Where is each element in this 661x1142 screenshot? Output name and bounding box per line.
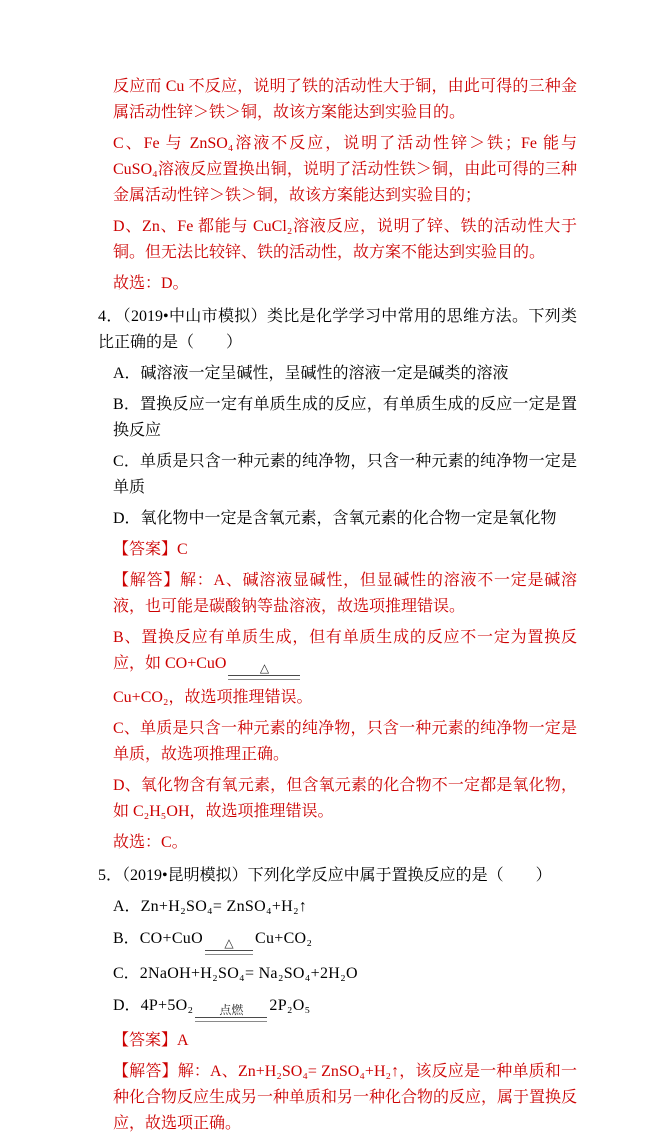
q5-explain-text: 解：A、Zn+H₂SO₄= ZnSO₄+H₂↑，该反应是一种单质和一种化合物反应生成另一种单质和另一种化合物的反应，属于置换反应，故选项正确。 <box>113 1063 578 1132</box>
q5-option-b-label: B． <box>113 930 140 947</box>
q4-explanation-b <box>113 625 577 680</box>
q4-explain-label: 【解答】 <box>113 572 181 589</box>
q4-answer-label: 【答案】 <box>113 541 178 558</box>
q3-answer-continuation-line: 反应而 Cu 不反应，说明了铁的活动性大于铜，由此可得的三种金属活动性锌＞铁＞铜，故该方案能达到实验目的。 <box>113 78 577 121</box>
question-4-section <box>98 304 577 856</box>
ignite-reaction-arrow <box>195 1003 267 1022</box>
q5-option-d-products: 2P₂O₅ <box>269 997 311 1014</box>
q5-answer-label: 【答案】 <box>113 1032 178 1049</box>
q5-option-b-products: Cu+CO₂ <box>254 930 313 947</box>
q4-explanation-b-continued: Cu+CO₂，故选项推理错误。 <box>113 689 313 706</box>
q4-stem: 4．（2019•中山市模拟）类比是化学学习中常用的思维方法。下列类比正确的是（ ） <box>98 308 577 351</box>
q4-option-d: D．氧化物中一定是含氧元素，含氧元素的化合物一定是氧化物 <box>113 510 557 527</box>
q4-answer-line <box>113 537 577 563</box>
q4-explain-b-text: B、置换反应有单质生成，但有单质生成的反应不一定为置换反应，如 CO+CuO <box>113 629 577 672</box>
q4-explanation-d: D、氧化物含有氧元素，但含氧元素的化合物不一定都是氧化物，如 C₂H₅OH，故选项推理错误。 <box>113 777 577 820</box>
q5-option-d-reactants: 4P+5O₂ <box>140 997 194 1014</box>
ignite-condition-label: 点燃 <box>219 1003 244 1017</box>
q4-conclusion: 故选：C。 <box>113 834 188 851</box>
q3-answer-section <box>98 74 577 297</box>
q5-answer-line <box>113 1028 577 1054</box>
exam-document-page <box>98 74 577 1142</box>
q5-explain-label: 【解答】 <box>113 1063 178 1080</box>
q5-option-a <box>113 894 577 920</box>
q5-option-c <box>113 961 577 987</box>
q5-answer-value: A <box>177 1032 189 1049</box>
q5-option-c-formula: 2NaOH+H₂SO₄= Na₂SO₄+2H₂O <box>139 965 358 982</box>
q4-option-b: B．置换反应一定有单质生成的反应，有单质生成的反应一定是置换反应 <box>113 396 577 439</box>
q5-explanation <box>113 1059 577 1137</box>
q4-explain-a-text: 解：A、碱溶液显碱性，但显碱性的溶液不一定是碱溶液，也可能是碳酸钠等盐溶液，故选项推理错误。 <box>113 572 577 615</box>
q5-option-d-label: D． <box>113 997 141 1014</box>
q5-stem: 5．（2019•昆明模拟）下列化学反应中属于置换反应的是（ ） <box>98 867 552 884</box>
q5-option-b <box>113 926 577 955</box>
q4-option-c: C．单质是只含一种元素的纯净物，只含一种元素的纯净物一定是单质 <box>113 453 577 496</box>
q5-option-a-formula: Zn+H₂SO₄= ZnSO₄+H₂↑ <box>140 898 308 915</box>
q4-explanation-c: C、单质是只含一种元素的纯净物，只含一种元素的纯净物一定是单质，故选项推理正确。 <box>113 720 577 763</box>
q3-answer-conclusion: 故选：D。 <box>113 275 189 292</box>
q5-option-b-reactants: CO+CuO <box>139 930 203 947</box>
q3-answer-option-d-analysis: D、Zn、Fe 都能与 CuCl₂溶液反应，说明了锌、铁的活动性大于铜。但无法比较锌、铁的活动性，故方案不能达到实验目的。 <box>113 218 577 261</box>
q5-option-a-label: A． <box>113 898 141 915</box>
q3-answer-option-c-analysis: C、Fe 与 ZnSO₄溶液不反应，说明了活动性锌＞铁；Fe 能与 CuSO₄溶液反应置换出铜，说明了活动性铁＞铜，由此可得的三种金属活动性锌＞铁＞铜，故该方案能达到实验目的； <box>113 135 577 204</box>
q4-option-a: A．碱溶液一定呈碱性，呈碱性的溶液一定是碱类的溶液 <box>113 365 509 382</box>
q5-option-c-label: C． <box>113 965 140 982</box>
q4-answer-value: C <box>177 541 188 558</box>
reaction-line <box>205 950 253 955</box>
reaction-line <box>195 1017 267 1022</box>
reaction-line <box>228 675 300 680</box>
heated-reaction-arrow <box>205 936 253 955</box>
q4-explanation-a <box>113 568 577 620</box>
delta-heat-condition-icon: △ <box>259 661 270 675</box>
question-5-section <box>98 863 577 1137</box>
heated-reaction-arrow <box>228 661 300 680</box>
delta-heat-condition-icon: △ <box>224 936 234 950</box>
q5-option-d <box>113 993 577 1022</box>
